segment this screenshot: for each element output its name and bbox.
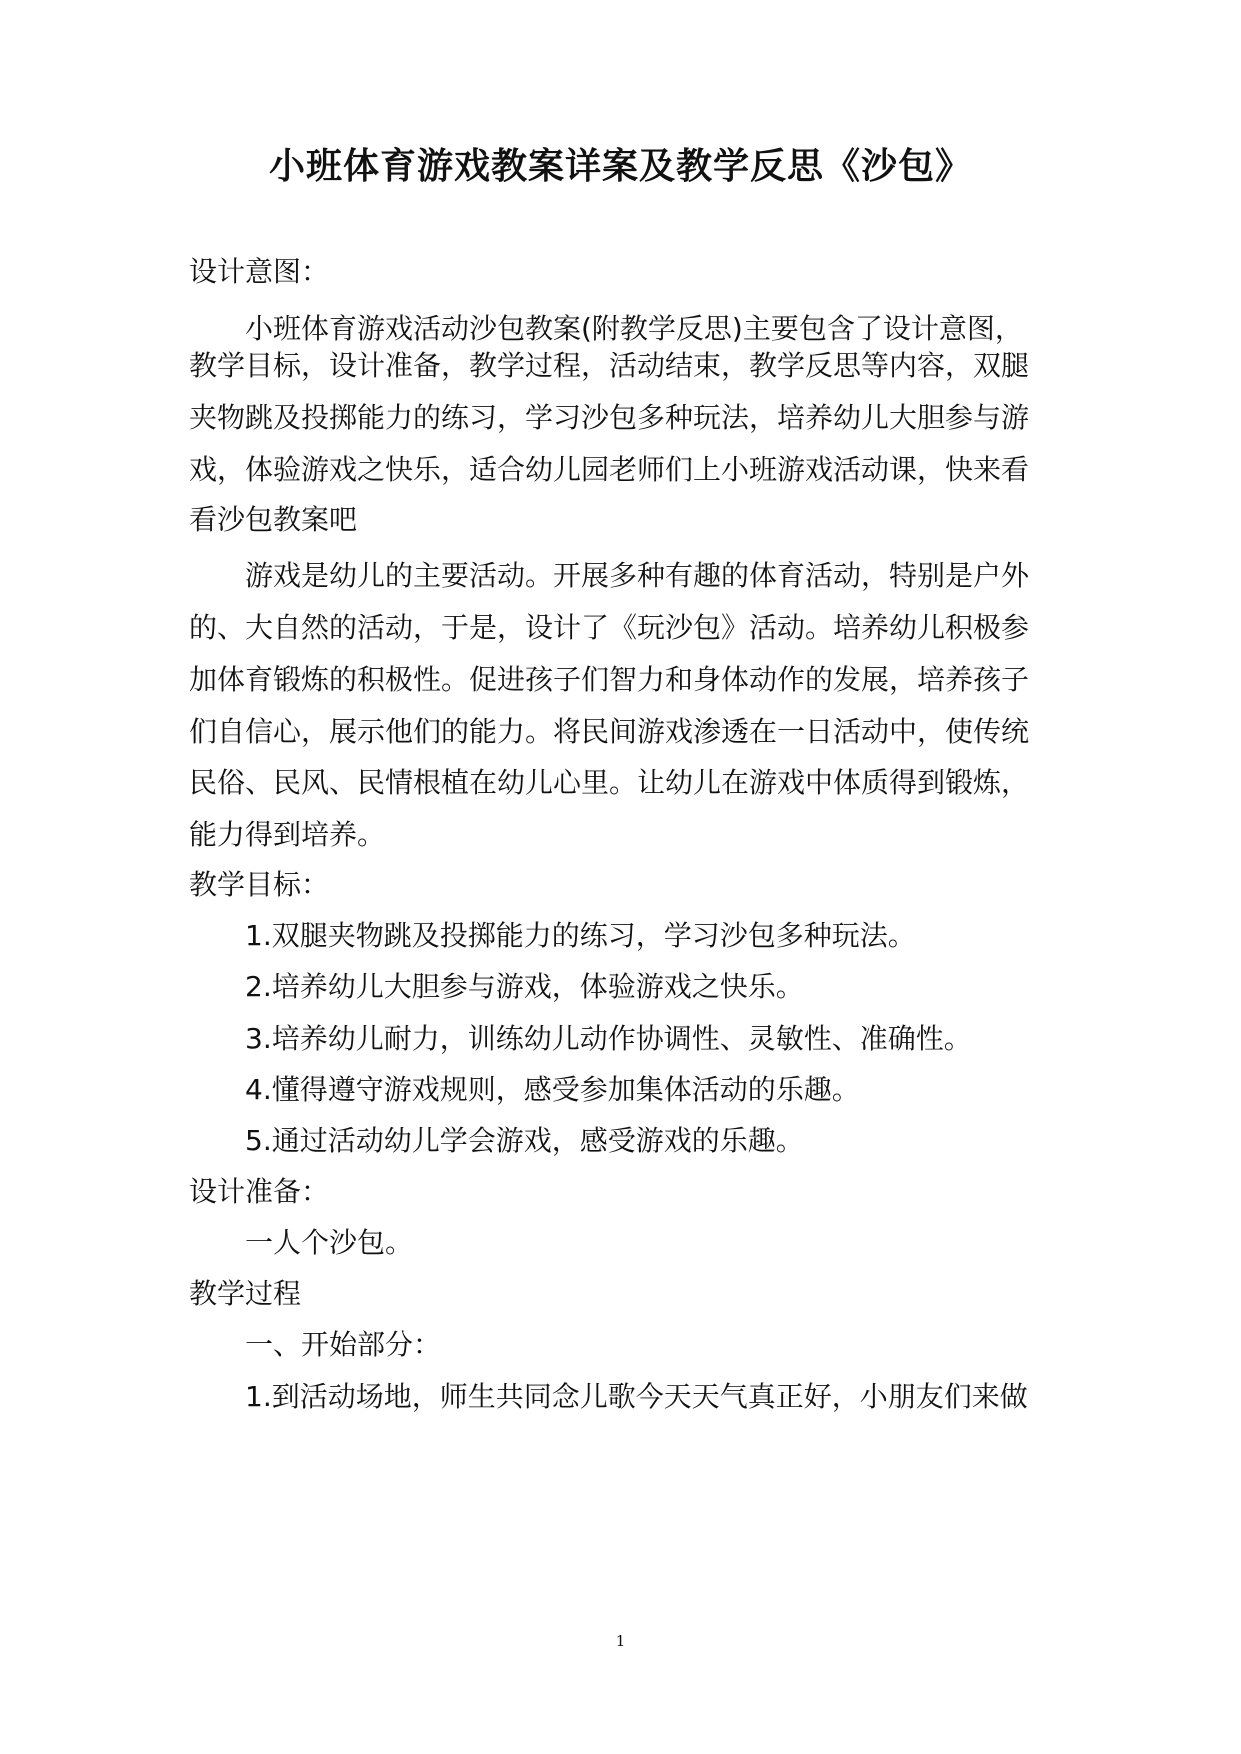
paragraph-line: 戏，体验游戏之快乐，适合幼儿园老师们上小班游戏活动课，快来看 <box>189 453 1030 486</box>
paragraph-line: 1.到活动场地，师生共同念儿歌今天天气真正好，小朋友们来做 <box>245 1380 1028 1413</box>
paragraph-line: 能力得到培养。 <box>189 818 386 851</box>
paragraph-line: 一人个沙包。 <box>245 1226 414 1259</box>
paragraph-line: 游戏是幼儿的主要活动。开展多种有趣的体育活动，特别是户外 <box>245 559 1030 592</box>
document-title: 小班体育游戏教案详案及教学反思《沙包》 <box>268 145 972 187</box>
objective-item: 3.培养幼儿耐力，训练幼儿动作协调性、灵敏性、准确性。 <box>245 1022 972 1055</box>
section-heading-objectives: 教学目标： <box>189 868 330 901</box>
section-heading-design-intent: 设计意图： <box>189 255 330 288</box>
paragraph-line: 加体育锻炼的积极性。促进孩子们智力和身体动作的发展，培养孩子 <box>189 663 1030 696</box>
paragraph-line: 的、大自然的活动，于是，设计了《玩沙包》活动。培养幼儿积极参 <box>189 611 1030 644</box>
paragraph-line: 们自信心，展示他们的能力。将民间游戏渗透在一日活动中，使传统 <box>189 715 1030 748</box>
objective-item: 1.双腿夹物跳及投掷能力的练习，学习沙包多种玩法。 <box>245 919 916 952</box>
page-number: 1 <box>615 1632 626 1650</box>
objective-item: 2.培养幼儿大胆参与游戏，体验游戏之快乐。 <box>245 970 804 1003</box>
paragraph-line: 民俗、民风、民情根植在幼儿心里。让幼儿在游戏中体质得到锻炼， <box>189 766 1030 799</box>
objective-item: 5.通过活动幼儿学会游戏，感受游戏的乐趣。 <box>245 1124 804 1157</box>
paragraph-line: 教学目标，设计准备，教学过程，活动结束，教学反思等内容，双腿 <box>189 349 1030 382</box>
paragraph-line: 小班体育游戏活动沙包教案(附教学反思)主要包含了设计意图， <box>245 312 1023 345</box>
subsection-heading: 一、开始部分： <box>245 1328 442 1361</box>
paragraph-line: 夹物跳及投掷能力的练习，学习沙包多种玩法，培养幼儿大胆参与游 <box>189 401 1030 434</box>
objective-item: 4.懂得遵守游戏规则，感受参加集体活动的乐趣。 <box>245 1073 860 1106</box>
paragraph-line: 看沙包教案吧 <box>189 503 358 536</box>
section-heading-preparation: 设计准备： <box>189 1175 330 1208</box>
section-heading-process: 教学过程 <box>189 1277 302 1310</box>
